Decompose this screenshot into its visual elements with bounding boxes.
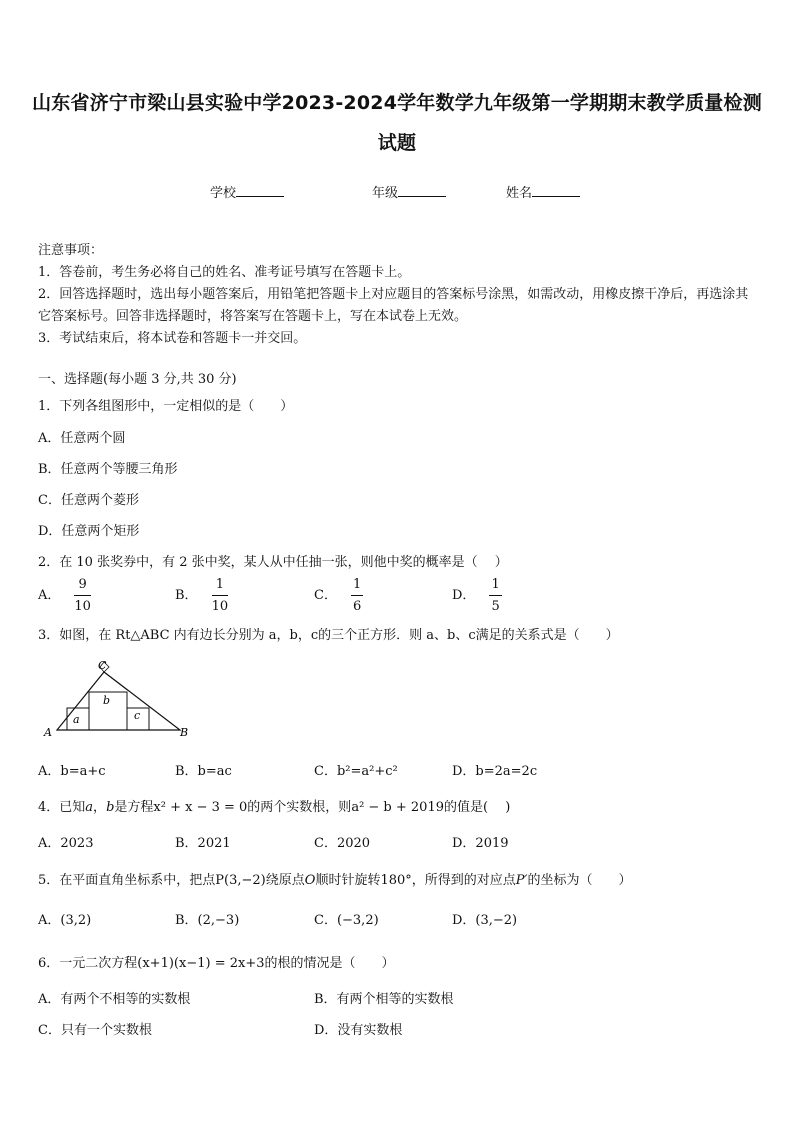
q4-mid2: 是方程 xyxy=(114,800,154,815)
vertex-c-label: C xyxy=(98,659,107,672)
school-blank[interactable] xyxy=(236,184,284,197)
grade-blank[interactable] xyxy=(398,184,446,197)
question-2-option-d[interactable] xyxy=(452,577,502,614)
q6-post: 的根的情况是（ ） xyxy=(264,956,395,971)
q5-mid1: 绕原点 xyxy=(265,873,305,888)
triangle-squares-figure xyxy=(40,656,200,742)
fraction-numerator: 9 xyxy=(78,577,87,592)
vertex-a-label: A xyxy=(44,726,52,739)
question-2-stem: 2．在 10 张奖券中，有 2 张中奖，某人从中任抽一张，则他中奖的概率是（ ） xyxy=(38,555,508,570)
question-6-option-c[interactable]: C．只有一个实数根 xyxy=(38,1023,152,1038)
question-1-option-a[interactable]: A．任意两个圆 xyxy=(38,431,126,446)
question-1-option-b[interactable]: B．任意两个等腰三角形 xyxy=(38,462,178,477)
q4-equation: x² + x − 3 = 0 xyxy=(153,800,248,815)
fraction xyxy=(489,577,501,614)
fraction-denominator: 5 xyxy=(491,599,500,614)
grade-label: 年级 xyxy=(372,186,399,201)
notes-item: 3．考试结束后，将本试卷和答题卡一并交回。 xyxy=(38,331,307,346)
fraction-numerator: 1 xyxy=(215,577,224,592)
label-b: b xyxy=(103,694,111,707)
fraction xyxy=(212,577,229,614)
option-letter: A． xyxy=(38,588,61,603)
q4-var-b: b xyxy=(106,800,115,815)
question-3-stem: 3．如图，在 Rt△ABC 内有边长分别为 a，b，c的三个正方形．则 a、b、c满足的关系式是（ ） xyxy=(38,628,619,643)
question-2-option-a[interactable] xyxy=(38,577,91,614)
q5-image-point: P′ xyxy=(515,873,528,888)
school-field[interactable] xyxy=(210,182,284,201)
question-6-stem xyxy=(38,952,395,971)
option-letter: B． xyxy=(175,588,198,603)
q6-pre: 6．一元二次方程 xyxy=(38,956,138,971)
q5-point: P(3,−2) xyxy=(215,873,266,888)
question-2-option-c[interactable] xyxy=(314,577,363,614)
question-6-option-a[interactable]: A．有两个不相等的实数根 xyxy=(38,992,191,1007)
question-3-option-a[interactable]: A．b=a+c xyxy=(38,764,106,779)
fraction-denominator: 6 xyxy=(352,599,362,614)
fraction-numerator: 1 xyxy=(352,577,362,592)
q4-expression: a² − b + 2019 xyxy=(351,800,444,815)
fraction-bar xyxy=(489,595,501,596)
question-4-option-b[interactable]: B．2021 xyxy=(175,836,231,851)
name-field[interactable] xyxy=(506,182,580,201)
name-label: 姓名 xyxy=(506,186,533,201)
question-2-option-b[interactable] xyxy=(175,577,228,614)
school-label: 学校 xyxy=(210,186,237,201)
label-a: a xyxy=(73,713,80,726)
exam-title-line1: 山东省济宁市梁山县实验中学2023-2024学年数学九年级第一学期期末教学质量检测 xyxy=(32,92,762,114)
question-4-option-c[interactable]: C．2020 xyxy=(314,836,371,851)
question-1-stem: 1．下列各组图形中，一定相似的是（ ） xyxy=(38,399,294,414)
fraction-denominator: 10 xyxy=(211,599,229,614)
q5-pre: 5．在平面直角坐标系中，把点 xyxy=(38,873,216,888)
q6-equation: (x+1)(x−1) = 2x+3 xyxy=(137,956,265,971)
q5-origin: O xyxy=(304,873,316,888)
fraction-numerator: 1 xyxy=(491,577,500,592)
student-info-row xyxy=(0,182,794,202)
question-3-option-c[interactable]: C．b²=a²+c² xyxy=(314,764,398,779)
name-blank[interactable] xyxy=(532,184,580,197)
exam-title-line2: 试题 xyxy=(377,132,417,154)
question-5-option-a[interactable]: A．(3,2) xyxy=(38,913,92,928)
notes-item: 2．回答选择题时，选出每小题答案后，用铅笔把答题卡上对应题目的答案标号涂黑，如需改动，用橡皮擦干净后，再选涂其它答案标号。回答非选择题时，将答案写在答题卡上，写在本试卷上无效。 xyxy=(38,287,749,324)
vertex-b-label: B xyxy=(180,726,189,739)
section-heading: 一、选择题(每小题 3 分,共 30 分) xyxy=(38,372,237,387)
option-letter: D． xyxy=(452,588,476,603)
option-letter: C． xyxy=(314,588,337,603)
q5-mid3: ，所得到的对应点 xyxy=(411,873,516,888)
q4-post: 的值是( ) xyxy=(444,800,511,815)
fraction-bar xyxy=(74,595,91,596)
question-5-option-b[interactable]: B．(2,−3) xyxy=(175,913,240,928)
question-1-option-d[interactable]: D．任意两个矩形 xyxy=(38,524,140,539)
fraction-bar xyxy=(212,595,229,596)
question-3-option-b[interactable]: B．b=ac xyxy=(175,764,232,779)
fraction xyxy=(74,577,91,614)
question-6-option-b[interactable]: B．有两个相等的实数根 xyxy=(314,992,454,1007)
notes-item: 1．答卷前，考生务必将自己的姓名、准考证号填写在答题卡上。 xyxy=(38,265,411,280)
q4-mid3: 的两个实数根，则 xyxy=(247,800,352,815)
question-5-option-c[interactable]: C．(−3,2) xyxy=(314,913,379,928)
q5-mid2: 顺时针旋转 xyxy=(315,873,381,888)
q4-var-a: a xyxy=(85,800,94,815)
question-5-stem xyxy=(38,869,632,888)
grade-field[interactable] xyxy=(372,182,446,201)
q5-post: 的坐标为（ ） xyxy=(527,873,632,888)
notes-section xyxy=(38,240,760,350)
q4-pre: 4．已知 xyxy=(38,800,86,815)
question-4-option-a[interactable]: A．2023 xyxy=(38,836,94,851)
question-6-option-d[interactable]: D．没有实数根 xyxy=(314,1023,403,1038)
notes-heading: 注意事项： xyxy=(38,243,104,258)
label-c: c xyxy=(134,709,141,722)
question-4-option-d[interactable]: D．2019 xyxy=(452,836,509,851)
question-4-stem xyxy=(38,796,510,815)
question-1-option-c[interactable]: C．任意两个菱形 xyxy=(38,493,139,508)
q5-angle: 180° xyxy=(380,873,412,888)
fraction-denominator: 10 xyxy=(74,599,91,614)
question-3-option-d[interactable]: D．b=2a=2c xyxy=(452,764,538,779)
fraction-bar xyxy=(351,595,363,596)
fraction xyxy=(351,577,363,614)
question-5-option-d[interactable]: D．(3,−2) xyxy=(452,913,518,928)
q4-mid1: ， xyxy=(93,800,107,815)
